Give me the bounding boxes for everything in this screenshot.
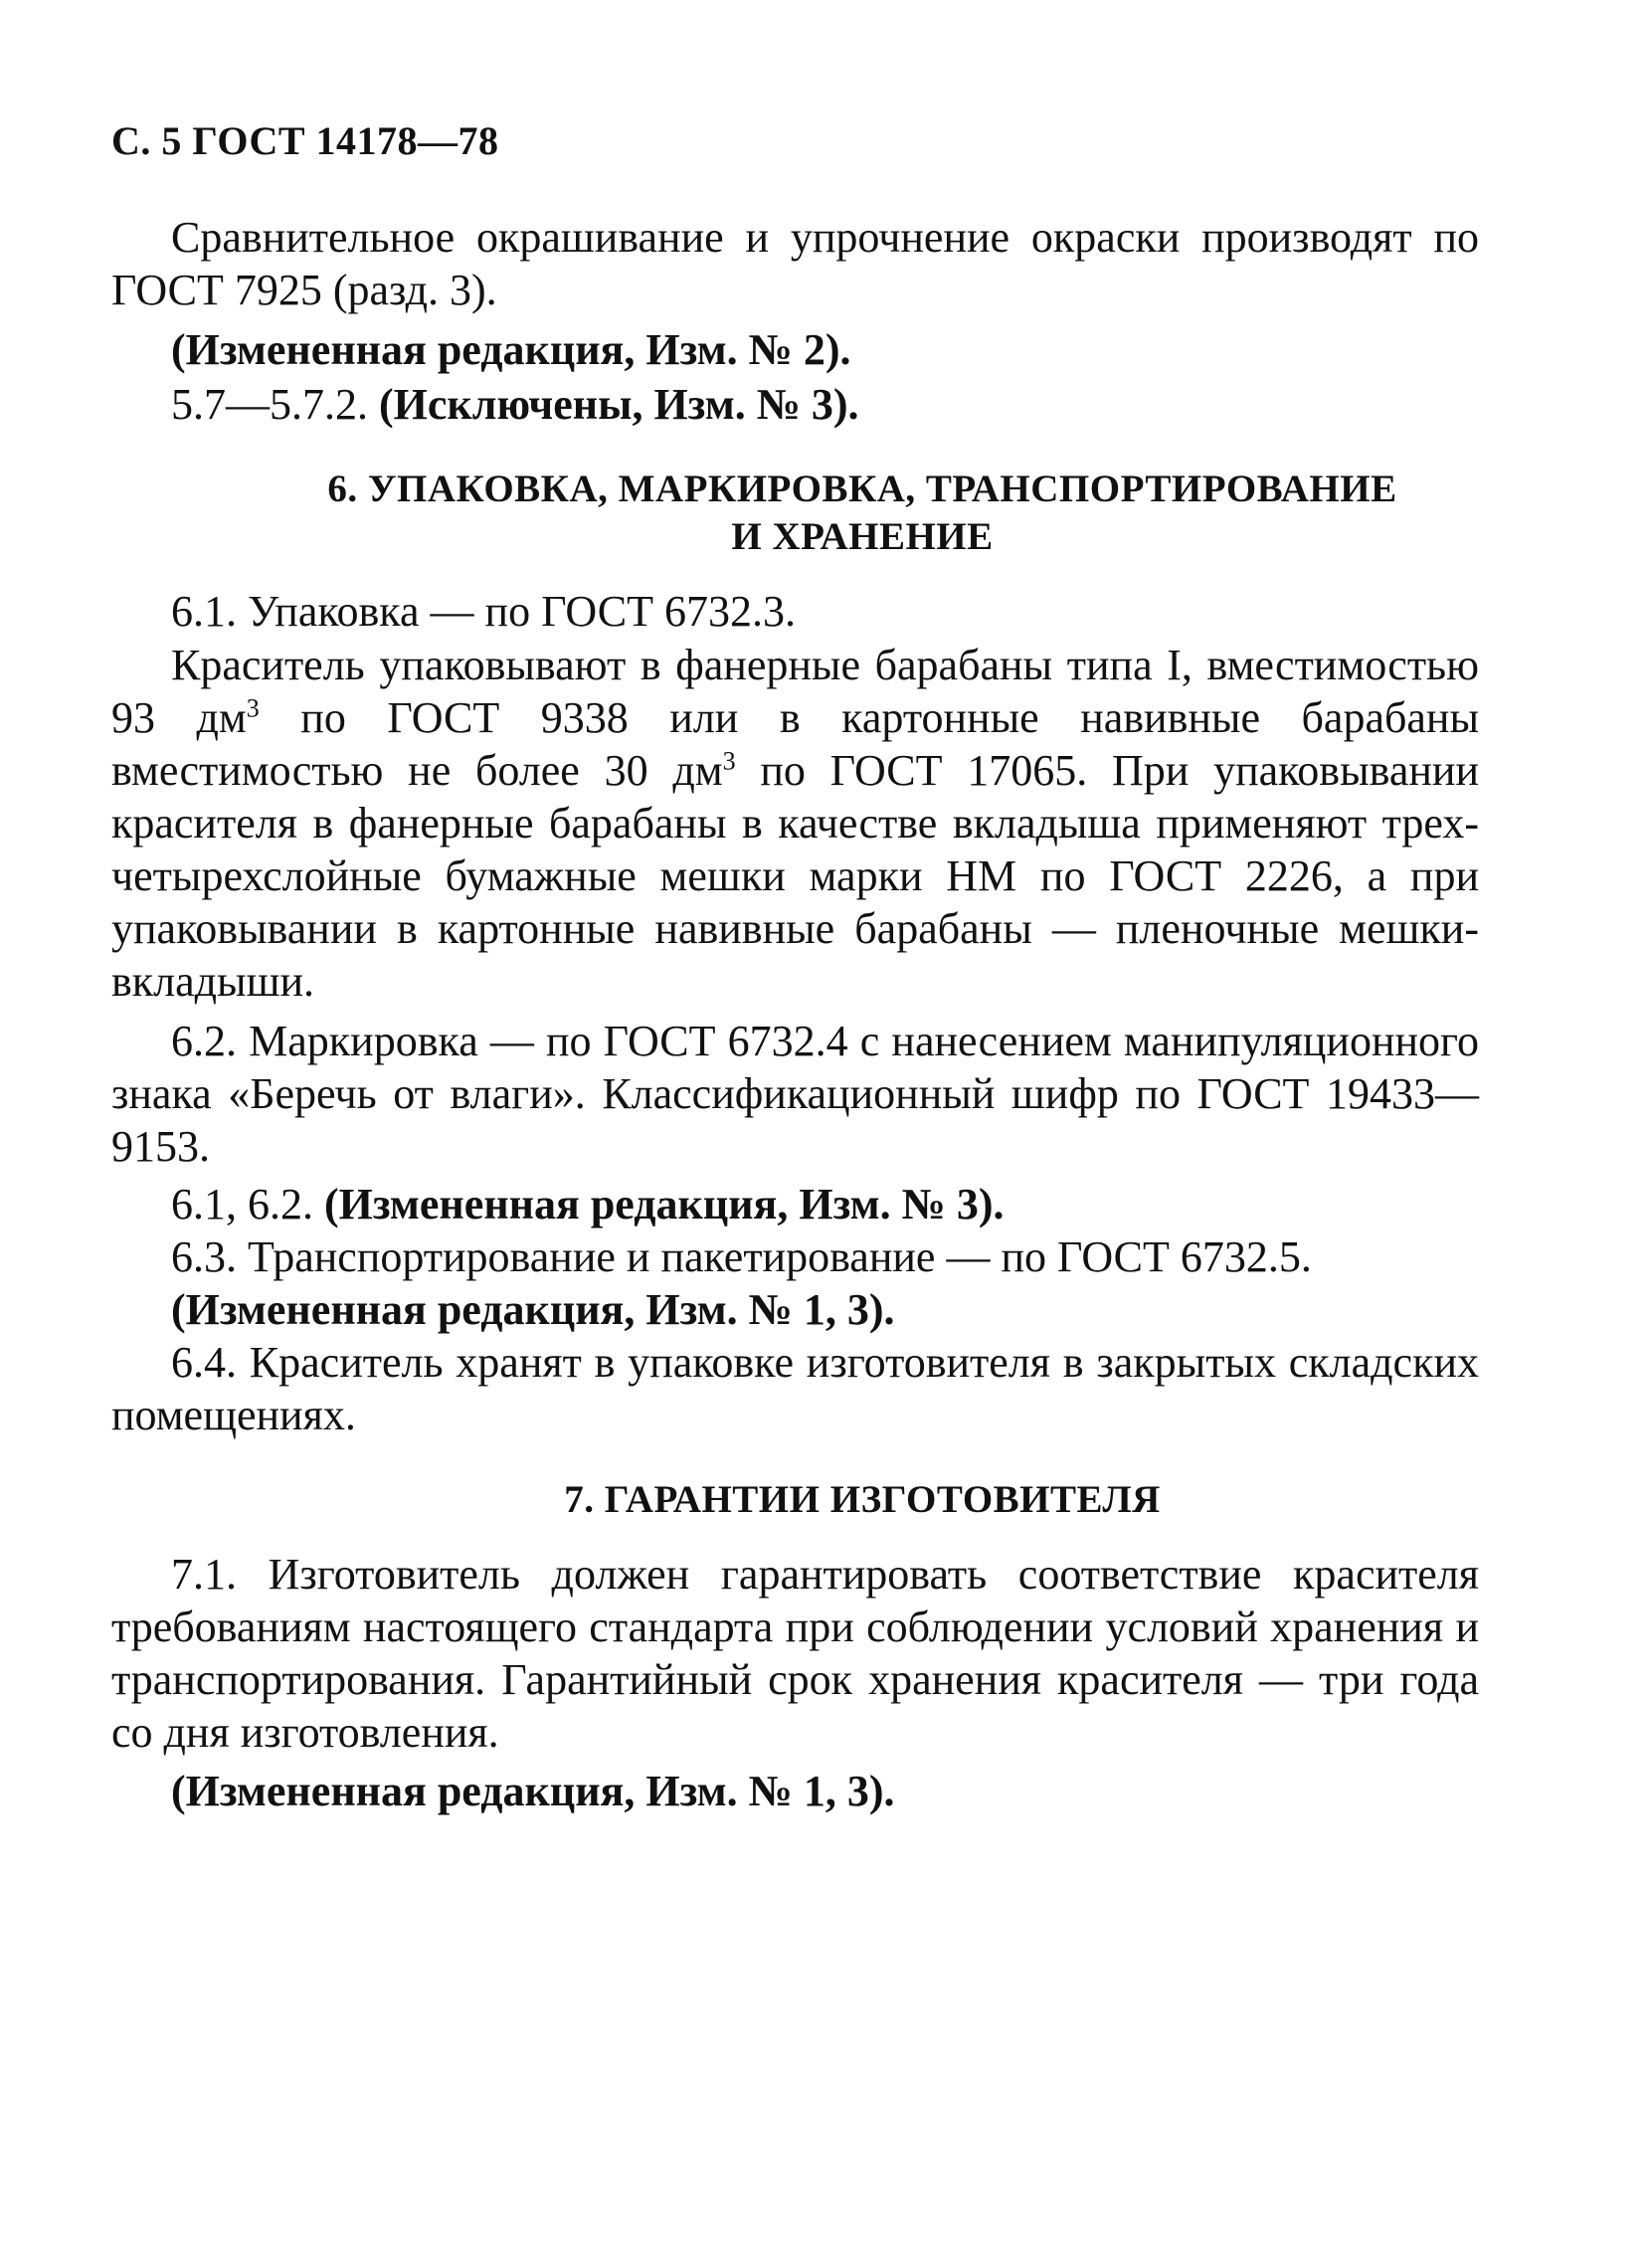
clause-5-7-excluded bbox=[171, 378, 859, 431]
page-header: С. 5 ГОСТ 14178—78 bbox=[111, 118, 499, 163]
clause-6-1-6-2-amendment bbox=[171, 1178, 1004, 1230]
amendment-note-6-3: (Измененная редакция, Изм. № 1, 3). bbox=[171, 1285, 895, 1334]
amendment-note-2: (Измененная редакция, Изм. № 2). bbox=[171, 325, 851, 374]
section-6-heading-line-2: И ХРАНЕНИЕ bbox=[731, 515, 994, 558]
superscript-3: 3 bbox=[722, 746, 736, 776]
packaging-text-3: по ГОСТ 17065. При упаковывании красителя в фанерные барабаны в качестве вкладыша применяют трех-четырехслойные бумажные мешки марки НМ по ГОСТ 2226, а при упаковывании в картонные навивные барабаны — пленочные мешки-вкладыши. bbox=[111, 746, 1480, 1006]
clause-6-3: 6.3. Транспортирование и пакетирование — по ГОСТ 6732.5. bbox=[171, 1232, 1312, 1281]
packaging-text-2: по ГОСТ 9338 или в картонные навивные барабаны вместимостью не более 30 дм bbox=[111, 693, 1480, 795]
paragraph-packaging bbox=[111, 639, 1479, 1008]
amendment-note: (Исключены, Изм. № 3). bbox=[379, 380, 859, 429]
section-6-heading-line-1: 6. УПАКОВКА, МАРКИРОВКА, ТРАНСПОРТИРОВАНИЕ bbox=[327, 468, 1397, 510]
section-7-heading: 7. ГАРАНТИИ ИЗГОТОВИТЕЛЯ bbox=[564, 1478, 1161, 1521]
clause-6-1: 6.1. Упаковка — по ГОСТ 6732.3. bbox=[171, 587, 796, 636]
clause-6-2: 6.2. Маркировка — по ГОСТ 6732.4 с нанесением манипуляционного знака «Беречь от влаги». Классификационный шифр по ГОСТ 19433—9153. bbox=[111, 1017, 1479, 1171]
superscript-3: 3 bbox=[246, 693, 260, 723]
clause-number: 6.1, 6.2. bbox=[171, 1180, 313, 1228]
paragraph-coloring: Сравнительное окрашивание и упрочнение окраски производят по ГОСТ 7925 (разд. 3). bbox=[111, 213, 1479, 314]
amendment-note: (Измененная редакция, Изм. № 3). bbox=[324, 1180, 1005, 1228]
section-6-heading bbox=[111, 466, 1613, 561]
amendment-note-7-1: (Измененная редакция, Изм. № 1, 3). bbox=[171, 1767, 895, 1815]
clause-number: 5.7—5.7.2. bbox=[171, 380, 368, 429]
clause-7-1: 7.1. Изготовитель должен гарантировать соответствие красителя требованиям настоящего стандарта при соблюдении условий хранения и транспортирования. Гарантийный срок хранения красителя — три года со дня изготовления. bbox=[111, 1550, 1479, 1757]
clause-6-4: 6.4. Краситель хранят в упаковке изготовителя в закрытых складских помещениях. bbox=[111, 1338, 1479, 1439]
packaging-text-1: Краситель упаковывают в фанерные барабаны типа I, вместимостью 93 дм bbox=[111, 641, 1479, 742]
